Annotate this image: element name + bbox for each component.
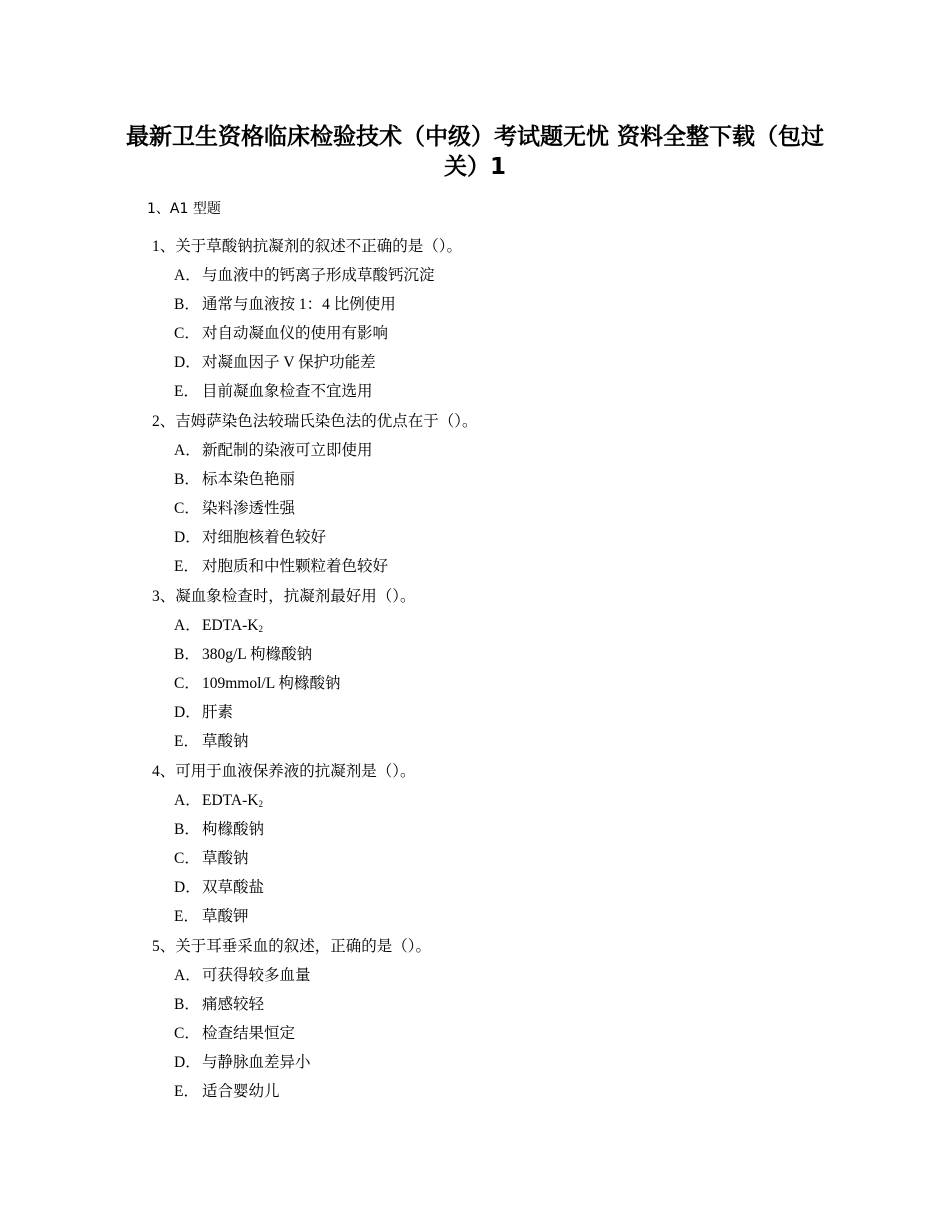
- option-subscript: 2: [258, 799, 263, 809]
- option-letter: C．: [174, 500, 200, 517]
- answer-option: [174, 290, 852, 319]
- answer-option: [174, 1077, 852, 1106]
- question-item: [152, 932, 852, 1106]
- answer-option: [174, 640, 852, 669]
- answer-option: [174, 961, 852, 990]
- option-text: 适合婴幼儿: [202, 1083, 280, 1100]
- answer-option: [174, 377, 852, 406]
- option-list: [152, 786, 852, 931]
- answer-option: [174, 319, 852, 348]
- answer-option: [174, 523, 852, 552]
- option-text: 痛感较轻: [202, 996, 265, 1013]
- option-letter: B．: [174, 646, 200, 663]
- option-text: 肝素: [202, 704, 234, 721]
- option-list: [152, 261, 852, 406]
- option-text: 目前凝血象检查不宜选用: [202, 383, 373, 400]
- answer-option: [174, 436, 852, 465]
- option-text: 对细胞核着色较好: [202, 529, 327, 546]
- option-letter: B．: [174, 471, 200, 488]
- question-item: [152, 232, 852, 406]
- section-heading: 1、A1 型题: [147, 201, 221, 217]
- answer-option: [174, 786, 852, 815]
- option-text: 可获得较多血量: [202, 967, 311, 984]
- question-item: [152, 407, 852, 581]
- answer-option: [174, 815, 852, 844]
- option-letter: A．: [174, 967, 201, 984]
- option-letter: B．: [174, 296, 200, 313]
- answer-option: [174, 348, 852, 377]
- question-text: 3、凝血象检查时，抗凝剂最好用（）。: [152, 588, 416, 605]
- option-text: 枸橼酸钠: [202, 821, 265, 838]
- option-letter: D．: [174, 1054, 201, 1071]
- option-letter: B．: [174, 821, 200, 838]
- option-letter: C．: [174, 325, 200, 342]
- option-letter: A．: [174, 617, 201, 634]
- question-text: 1、关于草酸钠抗凝剂的叙述不正确的是（）。: [152, 238, 463, 255]
- answer-option: [174, 552, 852, 581]
- answer-option: [174, 990, 852, 1019]
- answer-option: [174, 1048, 852, 1077]
- answer-option: [174, 844, 852, 873]
- option-subscript: 2: [258, 624, 263, 634]
- option-letter: C．: [174, 1025, 200, 1042]
- question-item: [152, 757, 852, 931]
- option-letter: B．: [174, 996, 200, 1013]
- answer-option: [174, 494, 852, 523]
- answer-option: [174, 902, 852, 931]
- option-text: 109mmol/L 枸橼酸钠: [202, 675, 341, 692]
- answer-option: [174, 465, 852, 494]
- option-letter: D．: [174, 704, 201, 721]
- question-text: 5、关于耳垂采血的叙述，正确的是（）。: [152, 938, 432, 955]
- answer-option: [174, 698, 852, 727]
- option-text: 草酸钾: [202, 908, 249, 925]
- option-list: [152, 611, 852, 756]
- option-text: 染料渗透性强: [202, 500, 296, 517]
- option-text: EDTA-K: [202, 792, 259, 809]
- option-letter: A．: [174, 792, 201, 809]
- option-list: [152, 436, 852, 581]
- option-text: 对凝血因子 V 保护功能差: [202, 354, 376, 371]
- answer-option: [174, 873, 852, 902]
- option-letter: D．: [174, 879, 201, 896]
- option-text: EDTA-K: [202, 617, 259, 634]
- option-text: 对胞质和中性颗粒着色较好: [202, 558, 389, 575]
- option-letter: E．: [174, 558, 199, 575]
- question-text: 2、吉姆萨染色法较瑞氏染色法的优点在于（）。: [152, 413, 478, 430]
- option-letter: C．: [174, 850, 200, 867]
- option-letter: A．: [174, 442, 201, 459]
- option-letter: C．: [174, 675, 200, 692]
- option-letter: A．: [174, 267, 201, 284]
- option-text: 标本染色艳丽: [202, 471, 296, 488]
- question-item: [152, 582, 852, 756]
- option-text: 与静脉血差异小: [202, 1054, 311, 1071]
- answer-option: [174, 727, 852, 756]
- question-list: [152, 232, 852, 1107]
- option-list: [152, 961, 852, 1106]
- answer-option: [174, 1019, 852, 1048]
- document-title: 最新卫生资格临床检验技术（中级）考试题无忧 资料全整下载（包过关）1: [125, 124, 824, 180]
- option-text: 与血液中的钙离子形成草酸钙沉淀: [202, 267, 435, 284]
- question-text: 4、可用于血液保养液的抗凝剂是（）。: [152, 763, 416, 780]
- option-letter: E．: [174, 733, 199, 750]
- option-text: 对自动凝血仪的使用有影响: [202, 325, 389, 342]
- option-letter: E．: [174, 383, 199, 400]
- answer-option: [174, 611, 852, 640]
- answer-option: [174, 261, 852, 290]
- answer-option: [174, 669, 852, 698]
- option-text: 草酸钠: [202, 733, 249, 750]
- option-text: 新配制的染液可立即使用: [202, 442, 373, 459]
- option-text: 通常与血液按 1：4 比例使用: [202, 296, 396, 313]
- option-letter: E．: [174, 908, 199, 925]
- option-letter: D．: [174, 529, 201, 546]
- option-text: 检查结果恒定: [202, 1025, 296, 1042]
- option-text: 380g/L 枸橼酸钠: [202, 646, 313, 663]
- option-text: 草酸钠: [202, 850, 249, 867]
- option-letter: E．: [174, 1083, 199, 1100]
- option-letter: D．: [174, 354, 201, 371]
- option-text: 双草酸盐: [202, 879, 265, 896]
